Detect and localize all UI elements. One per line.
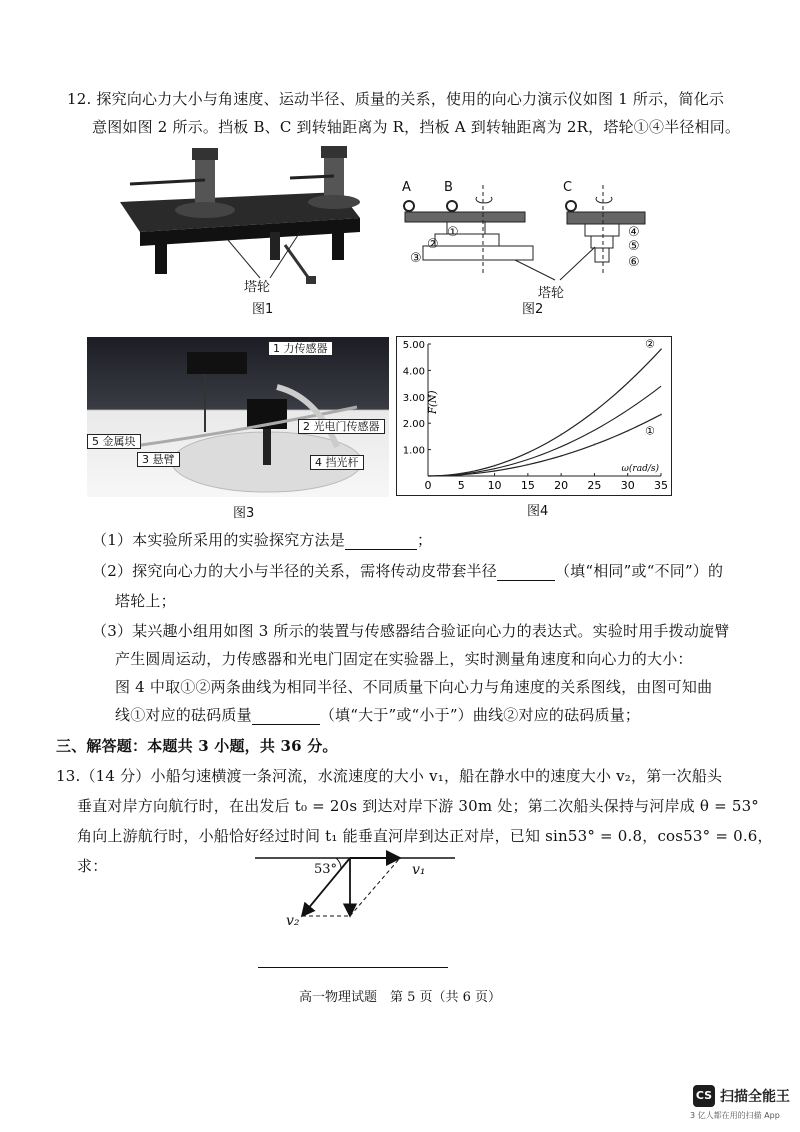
q13-line3: 角向上游航行时，小船恰好经过时间 t₁ 能垂直河岸到达正对岸，已知 sin53° = 0.8，cos53° = 0.6，	[77, 827, 773, 845]
chart-x-label: ω(rad/s)	[621, 464, 659, 474]
answer-blank-1[interactable]	[345, 533, 417, 550]
q12-sub2-cont: 塔轮上；	[115, 592, 176, 610]
answer-blank-3[interactable]	[252, 708, 320, 725]
watermark-name: 扫描全能王	[720, 1089, 790, 1105]
chart-y-label: F(N)	[428, 390, 439, 414]
chart-y-tick-label: 5.00	[402, 340, 425, 351]
chart-y-tick-label: 4.00	[402, 366, 425, 378]
figure1-caption: 图1	[252, 302, 274, 317]
chart-y-tick-label: 1.00	[402, 445, 425, 457]
figure2-label-6: ⑥	[628, 255, 640, 270]
q12-sub2-text-a: （2）探究向心力的大小与半径的关系，需将传动皮带套半径	[92, 562, 497, 580]
figure2-label-5: ⑤	[628, 239, 640, 254]
figure2-label-b: B	[444, 180, 453, 195]
q12-sub2-text-b: （填“相同”或“不同”）的	[554, 562, 724, 580]
figure1-tower-label: 塔轮	[244, 280, 271, 295]
figure3-label-light-bar: 4 挡光杆	[310, 455, 364, 470]
chart-point	[527, 452, 529, 454]
chart-x-tick-label: 30	[620, 479, 635, 492]
figure2-label-4: ④	[628, 225, 640, 240]
figure2-schematic	[395, 175, 655, 290]
figure2-label-1: ①	[447, 225, 459, 240]
chart-series-label-2: ②	[645, 337, 655, 351]
chart-point	[560, 434, 562, 436]
chart-point	[660, 414, 662, 416]
chart-x-tick-label: 35	[654, 479, 668, 492]
figure4-caption: 图4	[527, 504, 549, 519]
q12-sub3-text-d: 线①对应的砝码质量	[115, 706, 252, 724]
chart-point	[494, 470, 496, 472]
figure2-label-a: A	[402, 180, 411, 195]
q12-line2: 意图如图 2 所示。挡板 B、C 到转轴距离为 R，挡板 A 到转轴距离为 2R，塔轮①④半径相同。	[92, 118, 741, 136]
chart-x-tick-label: 15	[520, 479, 535, 492]
chart-point	[494, 465, 496, 467]
figure3-label-force-sensor: 1 力传感器	[268, 341, 333, 356]
q12-sub3-line4	[115, 705, 640, 725]
q12-sub3-line1: （3）某兴趣小组用如图 3 所示的装置与传感器结合验证向心力的表达式。实验时用手拨动旋臂	[92, 622, 730, 640]
chart-x-tick-label: 10	[487, 479, 502, 492]
answer-blank-2[interactable]	[497, 564, 555, 581]
camscanner-logo-icon: CS	[693, 1085, 715, 1107]
figure2-tower-label: 塔轮	[538, 286, 565, 301]
chart-point	[627, 430, 629, 432]
chart-y-tick-label: 2.00	[402, 419, 425, 431]
page-footer: 高一物理试题 第 5 页（共 6 页）	[298, 990, 502, 1005]
q13-line4: 求：	[77, 857, 108, 875]
chart-x-tick-label: 25	[587, 479, 602, 492]
figure4-chart	[396, 336, 672, 496]
q12-line1: 12. 探究向心力大小与角速度、运动半径、质量的关系，使用的向心力演示仪如图 1 所示，简化示	[67, 90, 725, 108]
chart-point	[594, 444, 596, 446]
chart-x-tick-label: 5	[457, 479, 465, 492]
q12-sub1-end: ；	[416, 531, 433, 549]
q13-v2-label: v₂	[286, 913, 300, 929]
separator-line	[258, 967, 448, 968]
q13-angle-label: 53°	[314, 862, 338, 877]
q13-line2: 垂直对岸方向航行时，在出发后 t₀ = 20s 到达对岸下游 30m 处；第二次船头保持与河岸成 θ = 53°	[77, 797, 760, 815]
figure2-caption: 图2	[522, 302, 544, 317]
q13-line1: 13.（14 分）小船匀速横渡一条河流，水流速度的大小 v₁，船在静水中的速度大小 v₂，第一次船头	[56, 767, 723, 785]
chart-x-tick-label: 20	[554, 479, 569, 492]
figure3-caption: 图3	[233, 506, 255, 521]
section3-heading: 三、解答题：本题共 3 小题，共 36 分。	[56, 737, 338, 755]
chart-point	[594, 410, 596, 412]
figure2-label-c: C	[563, 180, 573, 195]
figure3-label-photogate: 2 光电门传感器	[298, 419, 385, 434]
figure1-apparatus	[110, 140, 370, 315]
chart-series-label-1: ①	[645, 424, 655, 438]
chart-point	[527, 464, 529, 466]
watermark-tagline: 3 亿人都在用的扫描 App	[690, 1111, 780, 1120]
chart-point	[560, 455, 562, 457]
chart-x-tick-label: 0	[424, 479, 432, 492]
chart-point	[627, 382, 629, 384]
figure2-label-3: ③	[410, 251, 422, 266]
q13-velocity-diagram	[250, 850, 465, 940]
q12-sub3-line2: 产生圆周运动，力传感器和光电门固定在实验器上，实时测量角速度和向心力的大小：	[115, 650, 693, 668]
q12-sub1	[92, 530, 432, 550]
q12-sub3-text-e: （填“大于”或“小于”）曲线②对应的砝码质量；	[319, 706, 641, 724]
figure3-label-arm: 3 悬臂	[137, 452, 180, 467]
chart-point	[660, 348, 662, 350]
figure3-photo	[87, 337, 389, 497]
chart-y-tick-label: 3.00	[402, 392, 425, 404]
q12-sub1-text: （1）本实验所采用的实验探究方法是	[92, 531, 345, 549]
figure2-label-2: ②	[427, 237, 439, 252]
figure3-label-metal-block: 5 金属块	[87, 434, 141, 449]
q13-v1-label: v₁	[412, 862, 426, 878]
q12-sub2	[92, 561, 723, 581]
q12-sub3-line3: 图 4 中取①②两条曲线为相同半径、不同质量下向心力与角速度的关系图线，由图可知曲	[115, 678, 713, 696]
